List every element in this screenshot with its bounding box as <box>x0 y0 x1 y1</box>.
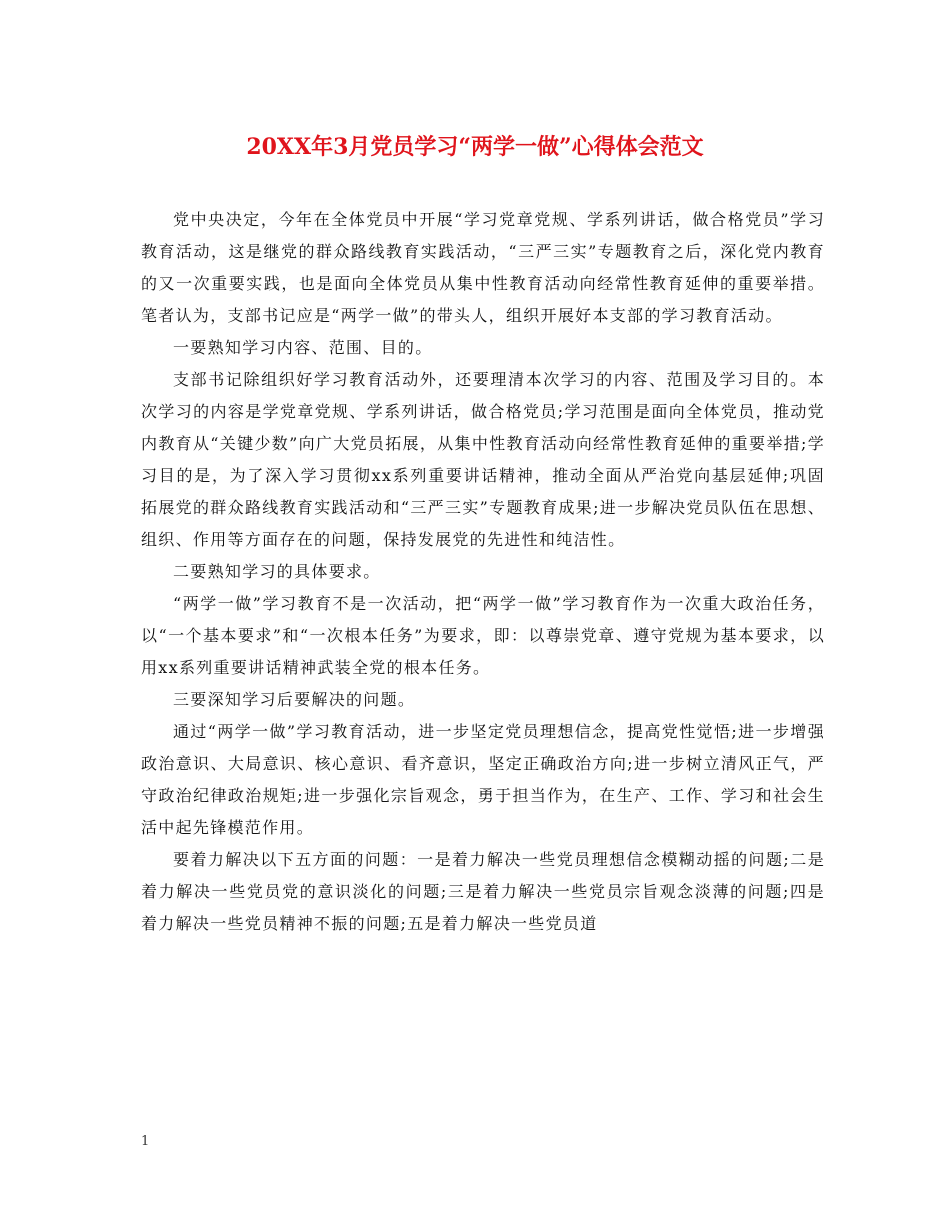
paragraph-intro: 党中央决定，今年在全体党员中开展“学习党章党规、学系列讲话，做合格党员”学习教育活动，这是继党的群众路线教育实践活动，“三严三实”专题教育之后，深化党内教育的又一次重要实践，也是面向全体党员从集中性教育活动向经常性教育延伸的重要举措。笔者认为，支部书记应是“两学一做”的带头人，组织开展好本支部的学习教育活动。 <box>141 210 825 325</box>
paragraph-heading-3: 三要深知学习后要解决的问题。 <box>173 690 416 709</box>
paragraph-section-2: “两学一做”学习教育不是一次活动，把“两学一做”学习教育作为一次重大政治任务，以“一个基本要求”和“一次根本任务”为要求，即：以尊崇党章、遵守党规为基本要求，以用xx系列重要讲话精神武装全党的根本任务。 <box>141 594 825 677</box>
paragraph-heading-1: 一要熟知学习内容、范围、目的。 <box>173 338 433 357</box>
document-title: 20XX年3月党员学习“两学一做”心得体会范文 <box>246 134 704 160</box>
page-number: 1 <box>141 1134 150 1149</box>
paragraph-section-1: 支部书记除组织好学习教育活动外，还要理清本次学习的内容、范围及学习目的。本次学习的内容是学党章党规、学系列讲话，做合格党员;学习范围是面向全体党员，推动党内教育从“关键少数”向广大党员拓展，从集中性教育活动向经常性教育延伸的重要举措;学习目的是，为了深入学习贯彻xx系列重要讲话精神，推动全面从严治党向基层延伸;巩固拓展党的群众路线教育实践活动和“三严三实”专题教育成果;进一步解决党员队伍在思想、组织、作用等方面存在的问题，保持发展党的先进性和纯洁性。 <box>141 370 825 549</box>
document-body <box>141 204 825 940</box>
paragraph-heading-2: 二要熟知学习的具体要求。 <box>173 562 381 581</box>
paragraph-section-4: 要着力解决以下五方面的问题：一是着力解决一些党员理想信念模糊动摇的问题;二是着力解决一些党员党的意识淡化的问题;三是着力解决一些党员宗旨观念淡薄的问题;四是着力解决一些党员精神不振的问题;五是着力解决一些党员道 <box>141 850 825 933</box>
paragraph-section-3: 通过“两学一做”学习教育活动，进一步坚定党员理想信念，提高党性觉悟;进一步增强政治意识、大局意识、核心意识、看齐意识，坚定正确政治方向;进一步树立清风正气，严守政治纪律政治规矩;进一步强化宗旨观念，勇于担当作为，在生产、工作、学习和社会生活中起先锋模范作用。 <box>141 722 825 837</box>
